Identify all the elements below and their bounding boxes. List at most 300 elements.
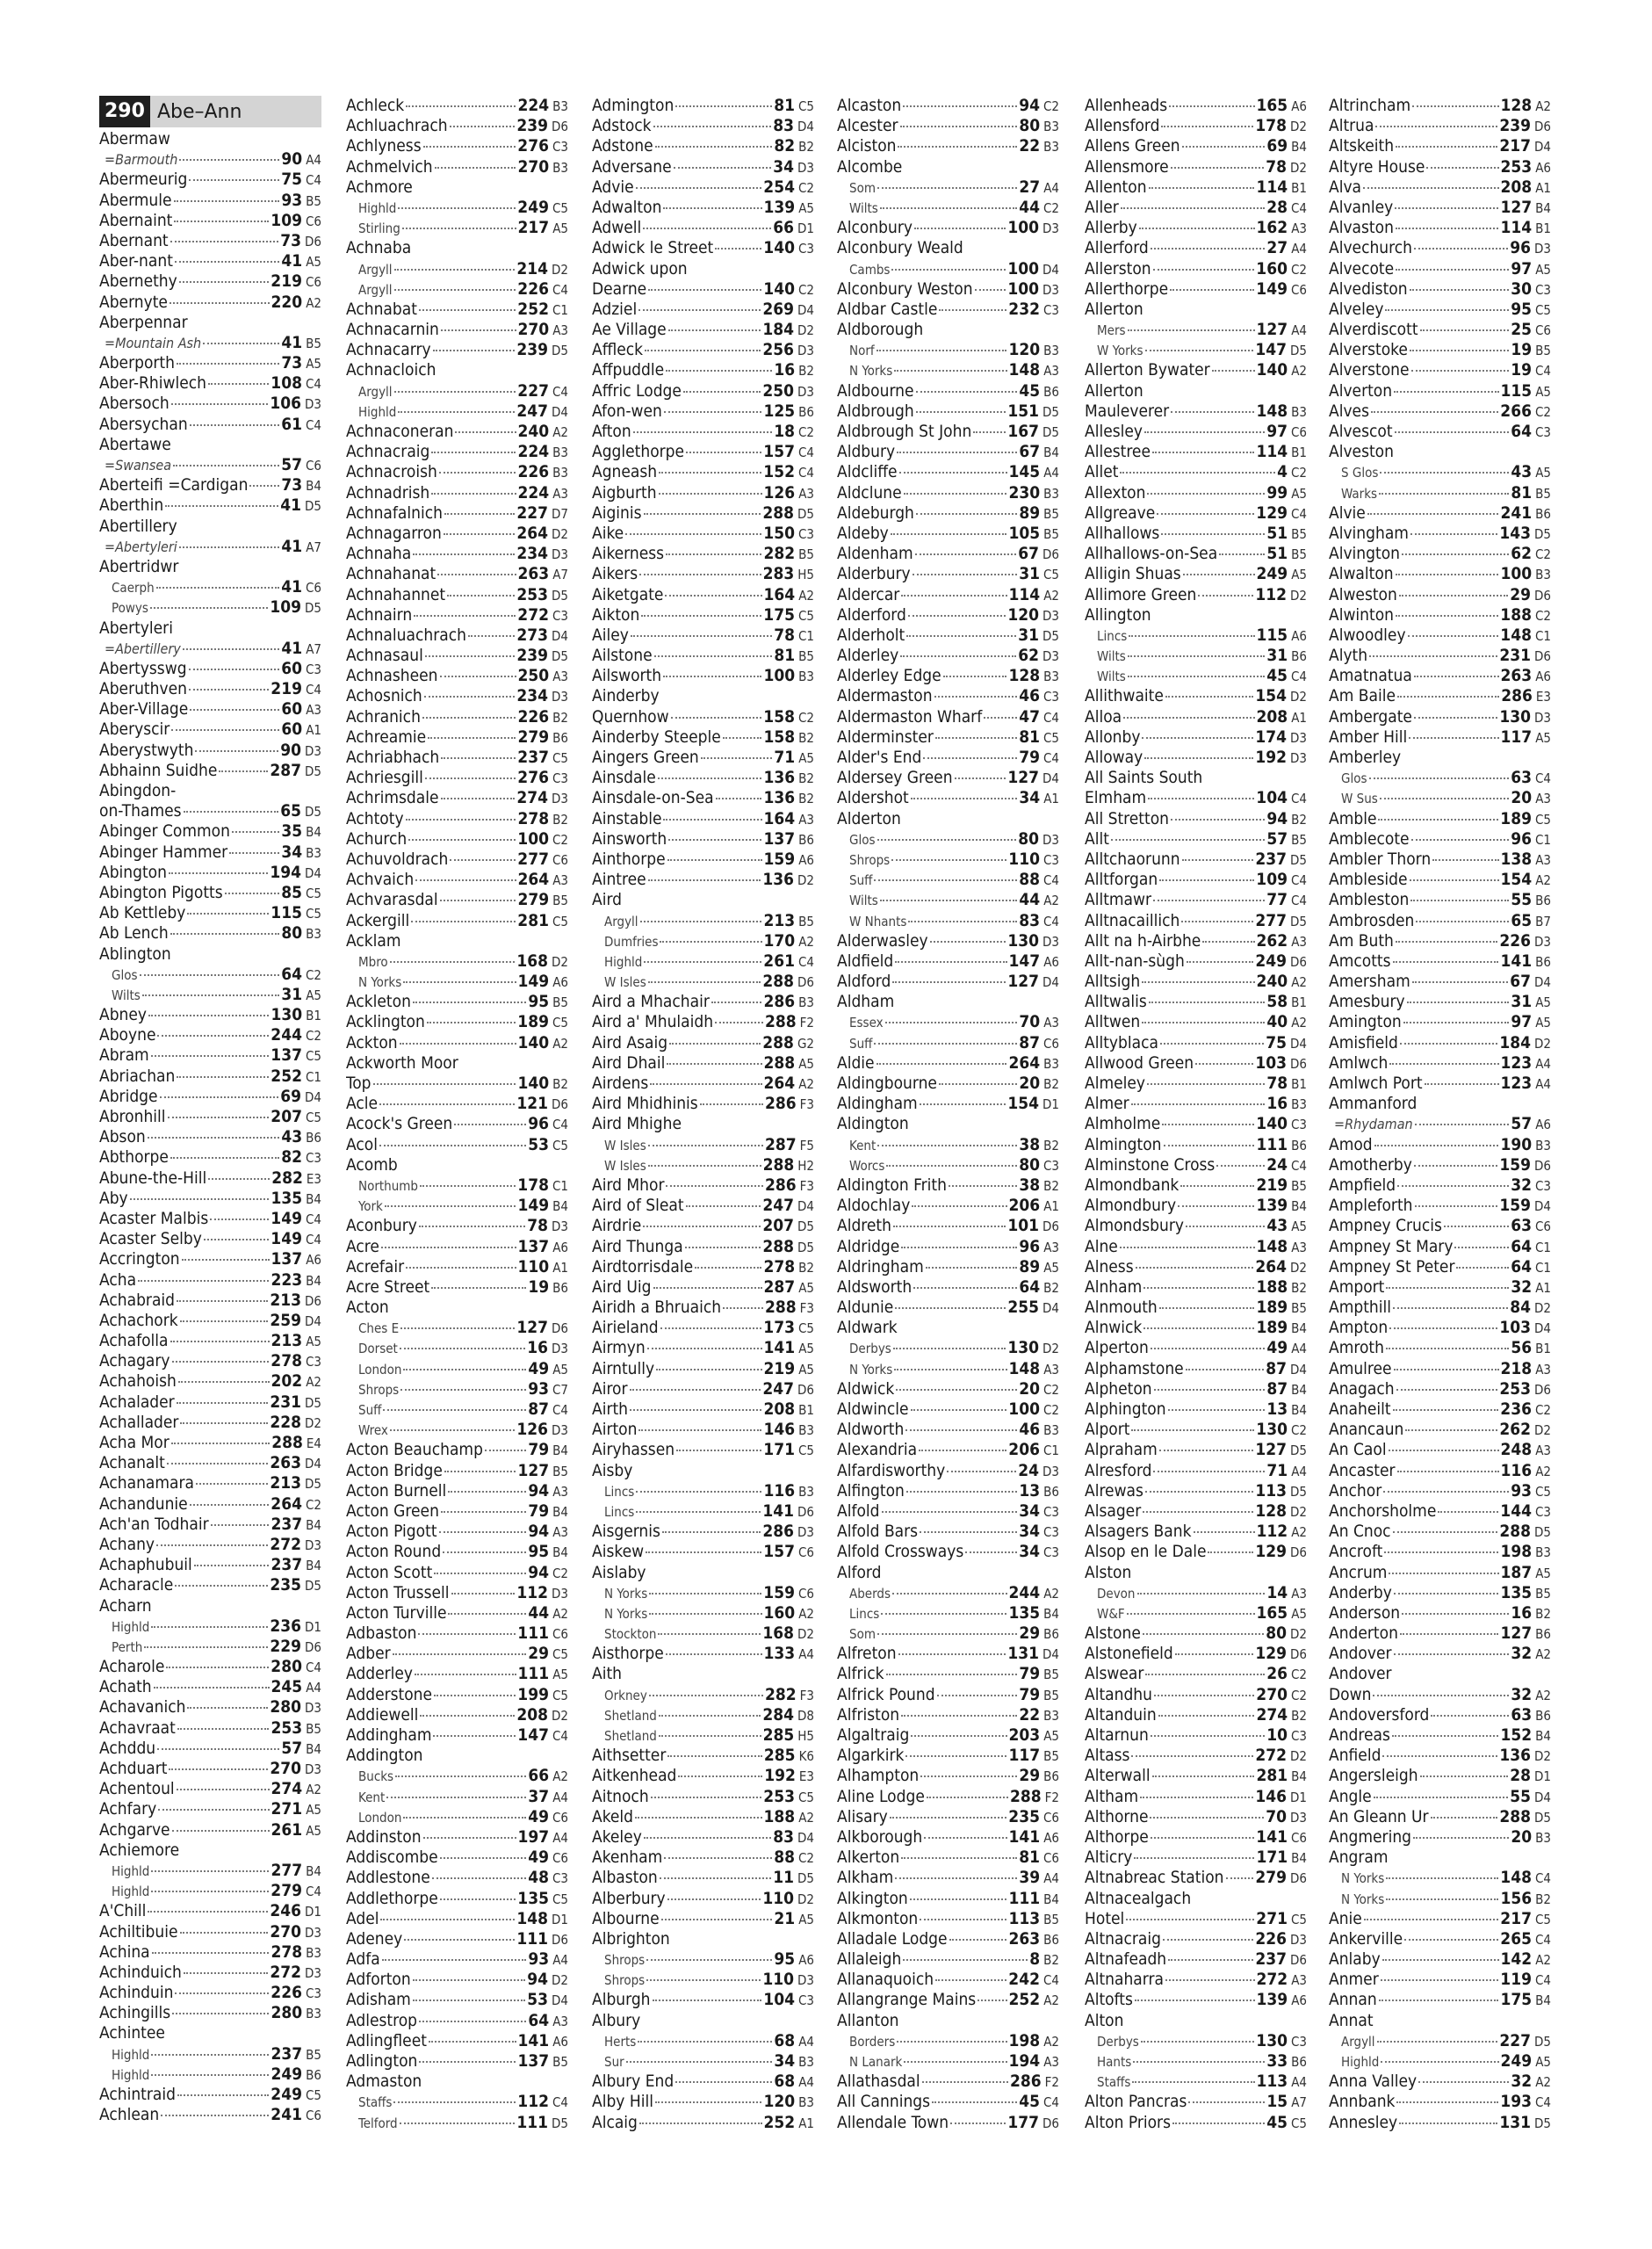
entry-grid-ref: B1	[1535, 1341, 1551, 1357]
entry-name: Adisham	[346, 1990, 411, 2010]
entry-grid-ref: A2	[1291, 363, 1307, 380]
entry-grid-ref: A6	[552, 2033, 568, 2050]
entry-page: 253	[763, 1786, 795, 1806]
index-entry	[1085, 931, 1307, 951]
entry-grid-ref: A3	[1043, 363, 1059, 380]
dot-leader	[177, 1076, 269, 1078]
entry-grid-ref: A2	[552, 1035, 568, 1052]
entry-name: Som	[849, 179, 876, 196]
index-entry	[592, 1298, 814, 1318]
entry-grid-ref: C2	[797, 1850, 814, 1867]
entry-grid-ref: C2	[305, 1028, 321, 1045]
entry-page: 65	[280, 801, 302, 821]
index-entry	[1085, 544, 1307, 564]
entry-page: 188	[763, 1806, 796, 1826]
dot-leader	[701, 757, 773, 759]
entry-name: Achnairn	[346, 604, 413, 625]
dot-leader	[167, 1463, 269, 1464]
entry-page: 263	[270, 1453, 302, 1473]
dot-leader	[649, 1593, 761, 1595]
entry-name: N Yorks	[358, 974, 402, 991]
dot-leader	[427, 1022, 516, 1023]
entry-name: Adlestrop	[346, 2010, 418, 2030]
index-entry	[1329, 544, 1551, 564]
entry-name: Amcotts	[1329, 951, 1391, 971]
entry-grid-ref: D5	[1534, 1809, 1551, 1826]
index-entry	[837, 1787, 1059, 1807]
entry-page: 49	[528, 1806, 549, 1826]
entry-grid-ref: C2	[1534, 403, 1551, 420]
dot-leader	[916, 391, 1018, 393]
entry-grid-ref: B4	[1291, 1198, 1307, 1215]
entry-name: Aldingbourne	[837, 1074, 937, 1093]
entry-name: Quernhow	[592, 706, 669, 727]
entry-name: Achina	[99, 1942, 150, 1962]
index-entry	[1085, 422, 1307, 442]
entry-grid-ref: B4	[1291, 1850, 1307, 1867]
entry-name: Achabraid	[99, 1290, 176, 1310]
entry-grid-ref: D5	[305, 804, 321, 821]
entry-name: Alconbury	[837, 218, 913, 238]
index-entry	[1085, 2072, 1307, 2092]
entry-name: Allerston	[1085, 258, 1151, 278]
dot-leader	[913, 574, 1018, 575]
entry-name: Airidh a Bhruaich	[592, 1298, 722, 1318]
dot-leader	[448, 1613, 526, 1615]
index-heading: Ablington	[99, 944, 171, 964]
dot-leader	[1153, 269, 1255, 271]
entry-page: 45	[1266, 666, 1288, 686]
entry-grid-ref: D2	[1534, 1300, 1551, 1317]
entry-grid-ref: D5	[1290, 1443, 1307, 1459]
entry-grid-ref: D6	[797, 1381, 814, 1398]
entry-grid-ref: D4	[1290, 1035, 1307, 1052]
index-entry	[346, 788, 568, 808]
entry-page: 237	[271, 1555, 303, 1575]
entry-grid-ref: C5	[305, 885, 321, 901]
entry-name: Adforton	[346, 1970, 411, 1990]
entry-page: 83	[773, 1826, 795, 1847]
entry-name: Highld	[112, 1862, 150, 1879]
entry-grid-ref: D5	[305, 763, 321, 779]
entry-page: 130	[1007, 930, 1040, 951]
entry-grid-ref: B6	[1535, 1707, 1551, 1724]
index-entry	[1085, 585, 1307, 605]
index-entry	[346, 2011, 568, 2031]
index-entry	[837, 300, 1059, 320]
index-entry	[1085, 1135, 1307, 1155]
entry-page: 173	[763, 1318, 795, 1338]
entry-grid-ref: B5	[552, 893, 568, 909]
index-entry	[346, 2031, 568, 2051]
entry-name: Alderwasley	[837, 930, 928, 951]
entry-name: Airieland	[592, 1318, 659, 1338]
entry-name: Orkney	[604, 1687, 647, 1703]
index-entry	[346, 1889, 568, 1909]
entry-name: Ambler Thorn	[1329, 849, 1432, 869]
entry-page: 246	[270, 1901, 302, 1921]
entry-grid-ref: C4	[552, 281, 568, 298]
entry-page: 254	[763, 177, 795, 197]
index-entry	[346, 1196, 568, 1216]
entry-page: 227	[516, 503, 549, 523]
entry-name: Aboyne	[99, 1025, 156, 1045]
entry-page: 247	[762, 1196, 795, 1216]
entry-grid-ref: C2	[552, 1565, 568, 1581]
index-entry	[837, 381, 1059, 401]
dot-leader	[415, 879, 516, 881]
index-entry	[1085, 1807, 1307, 1827]
dot-leader	[1389, 1327, 1497, 1329]
dot-leader	[173, 465, 279, 466]
dot-leader	[1137, 1593, 1266, 1595]
entry-grid-ref: A6	[1535, 1117, 1551, 1133]
entry-grid-ref: D2	[1534, 1748, 1551, 1765]
entry-grid-ref: B3	[798, 1422, 814, 1439]
entry-name: =Barmouth	[105, 151, 178, 169]
index-column	[346, 96, 568, 2133]
index-column	[1329, 96, 1551, 2133]
dot-leader	[1202, 941, 1254, 943]
entry-grid-ref: A3	[1043, 2054, 1059, 2070]
index-entry	[592, 931, 814, 951]
entry-grid-ref: C6	[797, 1585, 814, 1602]
entry-name: Agneash	[592, 462, 658, 482]
entry-grid-ref: C5	[552, 1891, 568, 1907]
entry-page: 125	[763, 401, 796, 421]
entry-name: Achiltibuie	[99, 1921, 178, 1942]
dot-leader	[1394, 391, 1498, 393]
entry-name: W Isles	[604, 1157, 646, 1174]
entry-name: Abridge	[99, 1086, 158, 1106]
entry-page: 43	[281, 1127, 303, 1147]
entry-grid-ref: B4	[1291, 1402, 1307, 1418]
dot-leader	[892, 1593, 1007, 1595]
entry-page: 237	[271, 1514, 303, 1534]
entry-page: 32	[1511, 1175, 1532, 1195]
index-entry	[1329, 829, 1551, 850]
entry-grid-ref: D3	[305, 1537, 321, 1553]
entry-page: 149	[517, 972, 550, 992]
index-entry	[99, 1881, 321, 1901]
index-entry	[99, 577, 321, 597]
index-entry	[99, 1473, 321, 1493]
entry-grid-ref: A4	[1043, 465, 1059, 481]
dot-leader	[667, 1063, 761, 1065]
entry-grid-ref: B3	[1535, 567, 1551, 583]
index-entry	[1085, 442, 1307, 462]
entry-page: 78	[527, 1216, 549, 1236]
entry-name: Stockton	[604, 1626, 657, 1643]
entry-name: Agglethorpe	[592, 442, 685, 462]
entry-name: Achfary	[99, 1799, 157, 1819]
dot-leader	[723, 1307, 763, 1309]
entry-page: 239	[516, 646, 549, 666]
dot-leader	[1378, 819, 1498, 821]
index-entry	[1329, 1583, 1551, 1603]
entry-page: 30	[1511, 278, 1532, 299]
entry-grid-ref: A4	[798, 2033, 814, 2050]
entry-name: Lincs	[604, 1503, 635, 1520]
entry-name: Alvechurch	[1329, 238, 1412, 258]
entry-page: 264	[1008, 1052, 1041, 1073]
entry-page: 236	[270, 1616, 302, 1636]
entry-page: 25	[1511, 320, 1532, 340]
entry-grid-ref: B5	[798, 648, 814, 665]
entry-grid-ref: C2	[1534, 607, 1551, 624]
entry-name: Down	[1329, 1684, 1372, 1704]
dot-leader	[160, 1096, 279, 1098]
entry-grid-ref: C6	[1534, 322, 1551, 339]
index-entry	[346, 1644, 568, 1664]
index-entry	[346, 768, 568, 788]
entry-name: Almondbank	[1085, 1175, 1179, 1195]
index-entry	[1085, 218, 1307, 238]
index-entry	[99, 1922, 321, 1942]
entry-name: N Yorks	[1341, 1891, 1385, 1907]
index-entry	[99, 495, 321, 516]
index-heading: Altnacealgach	[1085, 1888, 1192, 1908]
entry-name: Aldworth	[837, 1420, 905, 1440]
entry-name: Wilts	[849, 893, 878, 909]
entry-page: 206	[1008, 1196, 1041, 1216]
entry-name: Achlean	[99, 2105, 160, 2125]
entry-name: Alva	[1329, 177, 1362, 197]
index-entry	[1085, 870, 1307, 890]
entry-page: 213	[763, 910, 796, 930]
entry-name: Acton Burnell	[346, 1480, 447, 1501]
index-entry	[837, 1827, 1059, 1848]
entry-page: 70	[1266, 1806, 1288, 1826]
entry-grid-ref: A1	[306, 722, 321, 739]
entry-page: 217	[517, 218, 550, 238]
entry-page: 276	[517, 136, 549, 156]
entry-page: 136	[763, 768, 796, 788]
dot-leader	[172, 1830, 270, 1832]
dot-leader	[646, 1979, 761, 1981]
entry-page: 192	[1255, 748, 1288, 767]
dot-leader	[639, 2122, 762, 2124]
entry-grid-ref: F2	[1044, 1789, 1059, 1805]
index-entry	[1085, 1074, 1307, 1094]
dot-leader	[1160, 1043, 1264, 1045]
entry-name: Alwinton	[1329, 604, 1394, 625]
entry-name: Alsop en le Dale	[1085, 1542, 1207, 1562]
entry-grid-ref: C4	[797, 445, 814, 461]
dot-leader	[182, 1259, 270, 1261]
entry-page: 279	[1255, 1868, 1288, 1888]
dot-leader	[203, 343, 279, 344]
entry-grid-ref: D2	[552, 261, 568, 278]
dot-leader	[1409, 737, 1498, 739]
entry-page: 252	[271, 1066, 302, 1086]
index-entry	[1085, 1644, 1307, 1664]
entry-name: Almer	[1085, 1094, 1129, 1114]
dot-leader	[1414, 676, 1499, 677]
entry-grid-ref: A3	[1291, 1239, 1307, 1255]
entry-name: Acol	[346, 1134, 378, 1154]
entry-page: 137	[763, 828, 796, 849]
dot-leader	[660, 941, 761, 943]
entry-name: Alciston	[837, 136, 897, 156]
entry-page: 69	[1266, 136, 1288, 156]
entry-page: 110	[762, 1888, 795, 1908]
dot-leader	[906, 635, 1016, 637]
dot-leader	[441, 1511, 526, 1513]
entry-page: 141	[1256, 1826, 1288, 1847]
entry-name: Abermule	[99, 190, 172, 210]
entry-grid-ref: D1	[1290, 1789, 1307, 1805]
index-entry	[1085, 2092, 1307, 2112]
entry-name: Wrex	[358, 1422, 388, 1439]
index-entry	[1329, 1379, 1551, 1399]
index-entry	[99, 801, 321, 821]
dot-leader	[190, 1504, 270, 1506]
index-entry	[592, 198, 814, 218]
index-entry	[346, 198, 568, 218]
entry-grid-ref: C6	[1534, 1219, 1551, 1235]
entry-page: 282	[764, 1684, 797, 1704]
entry-page: 286	[1501, 686, 1533, 706]
dot-leader	[905, 1755, 1006, 1757]
entry-page: 103	[1499, 1318, 1532, 1338]
dot-leader	[1154, 1695, 1254, 1696]
dot-leader	[424, 696, 516, 698]
entry-name: Adlington	[346, 2051, 418, 2071]
dot-leader	[638, 309, 761, 311]
entry-name: Adstock	[592, 116, 652, 136]
index-entry	[346, 992, 568, 1012]
dot-leader	[219, 770, 268, 772]
entry-name: Almington	[1085, 1134, 1162, 1154]
index-entry	[1085, 1114, 1307, 1134]
index-entry	[1085, 1787, 1307, 1807]
entry-name: =Abertyleri	[105, 538, 177, 555]
index-entry	[592, 1501, 814, 1522]
dot-leader	[1420, 329, 1510, 331]
index-entry	[346, 748, 568, 768]
index-entry	[346, 1440, 568, 1460]
entry-name: Achinduich	[99, 1962, 182, 1982]
index-entry	[1329, 951, 1551, 972]
entry-page: 110	[1008, 849, 1040, 869]
entry-name: Airyhassen	[592, 1440, 675, 1460]
index-entry	[346, 300, 568, 320]
index-entry	[1329, 2113, 1551, 2133]
dot-leader	[643, 228, 771, 229]
dot-leader	[1140, 1797, 1253, 1798]
dot-leader	[1408, 635, 1499, 637]
index-entry	[592, 157, 814, 177]
index-entry	[1085, 1175, 1307, 1196]
dot-leader	[172, 1361, 270, 1363]
dot-leader	[1139, 228, 1255, 229]
entry-grid-ref: D5	[305, 1476, 321, 1493]
dot-leader	[1412, 105, 1498, 107]
entry-name: Almholme	[1085, 1114, 1161, 1134]
entry-grid-ref: D6	[1290, 1055, 1307, 1072]
entry-grid-ref: B2	[798, 139, 814, 155]
index-entry	[837, 1623, 1059, 1644]
index-entry	[99, 842, 321, 863]
index-entry	[1329, 1746, 1551, 1766]
dot-leader	[919, 1450, 1006, 1451]
entry-name: Mbro	[358, 953, 388, 970]
entry-page: 262	[1499, 1420, 1532, 1440]
dot-leader	[1161, 126, 1253, 127]
entry-page: 43	[1511, 462, 1533, 482]
dot-leader	[406, 1267, 516, 1269]
entry-grid-ref: A3	[1043, 1361, 1059, 1378]
index-entry	[1085, 157, 1307, 177]
index-entry	[837, 462, 1059, 482]
entry-page: 146	[763, 1420, 796, 1440]
entry-page: 94	[1019, 96, 1040, 115]
index-entry	[99, 455, 321, 475]
entry-grid-ref: B5	[1043, 1911, 1059, 1927]
index-entry	[1329, 2051, 1551, 2072]
dot-leader	[649, 1613, 761, 1615]
entry-page: 255	[1007, 1298, 1040, 1318]
entry-page: 111	[517, 1664, 550, 1684]
index-entry	[837, 564, 1059, 584]
index-entry	[592, 666, 814, 686]
index-heading: Aberpennar	[99, 312, 188, 332]
index-heading: Alcombe	[837, 156, 903, 177]
entry-name: Aird Asaig	[592, 1032, 668, 1052]
dot-leader	[455, 431, 516, 433]
entry-page: 288	[762, 503, 795, 523]
entry-grid-ref: C2	[1534, 546, 1551, 563]
entry-grid-ref: C5	[552, 913, 568, 929]
entry-grid-ref: C2	[1290, 1667, 1307, 1683]
entry-page: 75	[1266, 1032, 1288, 1052]
entry-page: 147	[1255, 340, 1288, 360]
entry-grid-ref: F3	[799, 1300, 814, 1317]
index-entry	[1085, 666, 1307, 686]
index-entry	[592, 136, 814, 156]
entry-grid-ref: A4	[1043, 179, 1059, 196]
entry-name: Abinger Hammer	[99, 842, 228, 862]
entry-page: 263	[1008, 1928, 1041, 1949]
entry-grid-ref: C4	[1534, 1870, 1551, 1887]
entry-page: 213	[270, 1290, 302, 1310]
index-entry	[1329, 1807, 1551, 1827]
dot-leader	[184, 1972, 268, 1974]
entry-grid-ref: B6	[306, 2066, 321, 2083]
dot-leader	[1410, 879, 1499, 881]
entry-grid-ref: A6	[1043, 953, 1059, 970]
entry-page: 130	[271, 1005, 303, 1025]
entry-page: 140	[763, 238, 795, 258]
entry-name: Aldersey Green	[837, 768, 953, 788]
index-entry	[346, 1420, 568, 1440]
entry-page: 93	[1511, 1480, 1532, 1501]
entry-page: 64	[281, 964, 302, 984]
entry-page: 277	[271, 1860, 303, 1880]
entry-grid-ref: A2	[1043, 1992, 1059, 2009]
index-entry	[1329, 1481, 1551, 1501]
entry-page: 226	[517, 706, 550, 727]
entry-grid-ref: B4	[306, 478, 321, 495]
entry-name: Anchorsholme	[1329, 1501, 1437, 1521]
entry-name: Anna Valley	[1329, 2072, 1418, 2092]
dot-leader	[1128, 655, 1266, 657]
entry-page: 148	[1256, 1236, 1288, 1256]
entry-name: Alfrick	[837, 1664, 884, 1684]
dot-leader	[1120, 472, 1275, 474]
entry-name: Allonby	[1085, 727, 1141, 747]
